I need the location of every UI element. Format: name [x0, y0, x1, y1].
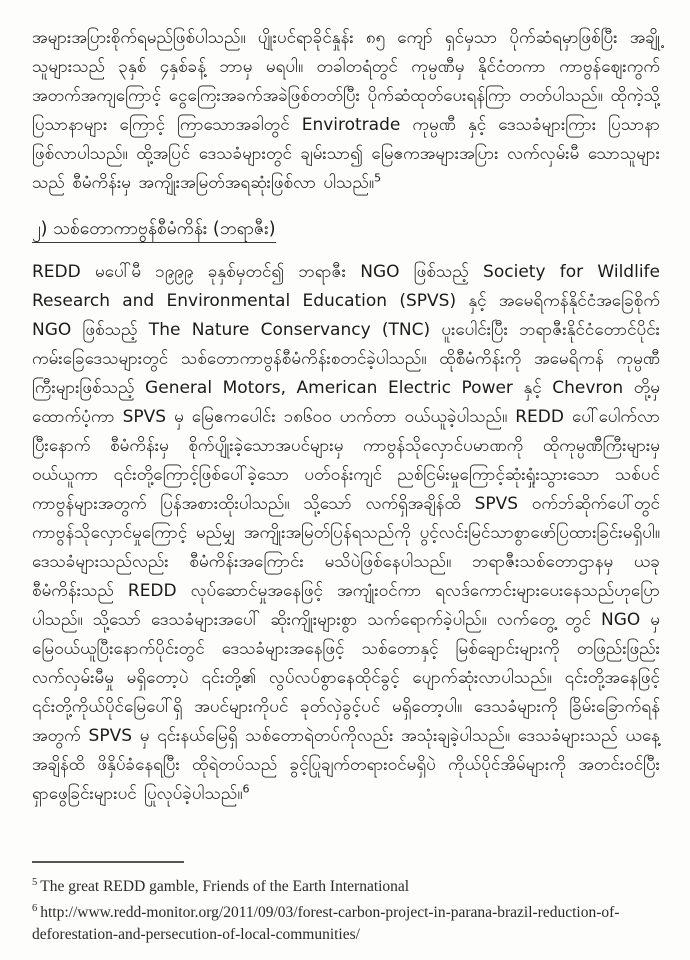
paragraph-1 — [32, 24, 660, 198]
footnote-reference-6: 6 — [242, 782, 250, 796]
footnote-6 — [32, 898, 630, 946]
footnote-5-text: The great REDD gamble, Friends of the Earth International — [40, 877, 410, 895]
footnote-separator-line — [32, 861, 184, 863]
footnote-6-text: http://www.redd-monitor.org/2011/09/03/forest-carbon-project-in-parana-brazil-reduction-of-deforestation-and-persecution-of-local-communities/ — [32, 904, 620, 943]
footnote-5 — [32, 872, 630, 898]
section-heading-text — [32, 219, 276, 243]
footnote-section — [32, 861, 630, 946]
paragraph-2 — [32, 258, 660, 809]
footnote-6-marker: 6 — [32, 902, 38, 914]
section-title: သစ်တောကာဗွန်စီမံကိန်း (ဘရာဇီး) — [53, 219, 276, 239]
page-content — [32, 24, 660, 809]
footnote-5-marker: 5 — [32, 876, 38, 888]
footnote-reference-5: 5 — [374, 171, 382, 185]
paragraph-2-text: REDD မပေါ်မီ ၁၉၉၉ ခုနှစ်မှတင်၍ ဘရာဇီး NGO ဖြစ်သည့် Society for Wildlife Research and Environmental Education (SPVS) နှင့် အမေရိကန်နိုင်ငံအခြေစိုက် NGO ဖြစ်သည့် The Nature Conservancy (TNC) ပူးပေါင်းပြီး ဘရာဇီးနိုင်ငံတောင်ပိုင်း ကမ်းခြေဒေသများတွင် သစ်တောကာဗွန်စီမံကိန်းစတင်ခဲ့ပါသည်။ ထိုစီမံကိန်းကို အမေရိကန် ကုမ္ပဏီကြီးများဖြစ်သည့် General Motors, American Electric Power နှင့် Chevron တို့မှ ထောက်ပံ့ကာ SPVS မှ မြေဧကပေါင်း ၁၈၆၀၀ ဟက်တာ ဝယ်ယူခဲ့ပါသည်။ REDD ပေါ်ပေါက်လာပြီးနောက် စီမံကိန်းမှ စိုက်ပျိုးခဲ့သောအပင်များမှ ကာဗွန်သိုလှောင်ပမာဏကို ထိုကုမ္ပဏီကြီးများမှ ဝယ်ယူကာ ၎င်းတို့ကြောင့်ဖြစ်ပေါ်ခဲ့သော ပတ်ဝန်းကျင် ညစ်ငြမ်းမှုကြောင့်ဆုံးရှုံးသွားသော သစ်ပင်ကာဗွန်များအတွက် ပြန်အစားထိုးပါသည်။ သို့သော် လက်ရှိအချိန်ထိ SPVS ဝက်ဘ်ဆိုက်ပေါ်တွင် ကာဗွန်သိုလှောင်မှုကြောင့် မည်မျှ အကျိုးအမြတ်ပြန်ရသည်ကို ပွင့်လင်းမြင်သာစွာဖော်ပြထားခြင်းမရှိပါ။ ဒေသခံများသည်လည်း စီမံကိန်းအကြောင်း မသိပဲဖြစ်နေပါသည်။ ဘရာဇီးသစ်တောဌာနမှ ယခု စီမံကိန်းသည် REDD လုပ်ဆောင်မှုအနေဖြင့် အကျုံးဝင်ကာ ရလဒ်ကောင်းများပေးနေသည်ဟုပြောပါသည်။ သို့သော် ဒေသခံများအပေါ် ဆိုးကျိုးများစွာ သက်ရောက်ခဲ့ပါည်။ လက်တွေ့ တွင် NGO မှ မြေဝယ်ယူပြီးနောက်ပိုင်းတွင် ဒေသခံများအနေဖြင့် သစ်တောနှင့် မြစ်ချောင်းများကို တဖြည်းဖြည်း လက်လှမ်းမီမှု မရှိတော့ပဲ ၎င်းတို့၏ လွပ်လပ်စွာနေထိုင်ခွင့် ပျောက်ဆုံးလာပါသည်။ ၎င်းတို့အနေဖြင့် ၎င်းတို့ကိုယ်ပိုင်မြေပေါ်ရှိ အပင်များကိုပင် ခုတ်လှဲခွင့်ပင် မရှိတော့ပါ။ ဒေသခံများကို ခြိမ်းခြောက်ရန်အတွက် SPVS မှ ၎င်းနယ်မြေရှိ သစ်တောရဲတပ်ကိုလည်း အသုံးချခဲ့ပါသည်။ ဒေသခံများသည် ယနေ့အချိန်ထိ ဖိနှိပ်ခံနေရပြီး ထိုရဲတပ်သည် ခွင့်ပြုချက်တရားဝင်မရှိပဲ ကိုယ်ပိုင်အိမ်များကို အတင်းဝင်ပြီး ရှာဖွေခြင်းများပင် ပြုလုပ်ခဲ့ပါသည်။ — [32, 262, 660, 804]
section-heading — [32, 214, 660, 244]
section-number: ၂) — [32, 219, 48, 239]
paragraph-1-text: အများအပြားစိုက်ရမည်ဖြစ်ပါသည်။ ပျိုးပင်ရာခိုင်နှုန်း ၈၅ ကျော် ရှင်မှသာ ပိုက်ဆံရမှာဖြစ်ပြီး အချို့သူများသည် ၃နှစ် ၄နှစ်ခန့် ဘာမှ မရပါ။ တခါတရံတွင် ကုမ္ပဏီမှ နိုင်ငံတကာ ကာဗွန်ဈေးကွက်အတက်အကျကြောင့် ငွေကြေးအခက်အခဲဖြစ်တတ်ပြီး ပိုက်ဆံထုတ်ပေးရန်ကြာ တတ်ပါသည်။ ထိုကဲ့သို့ ပြသာနာများ ကြောင့် ကြာသောအခါတွင် Envirotrade ကုမ္ပဏီ နှင့် ဒေသခံများကြား ပြသာနာဖြစ်လာပါသည်။ ထို့အပြင် ဒေသခံများတွင် ချမ်းသာ၍ မြေဧကအများအပြား လက်လှမ်းမီ သောသူများသည် စီမံကိန်းမှ အကျိုးအမြတ်အရဆုံးဖြစ်လာ ပါသည်။ — [32, 28, 660, 193]
